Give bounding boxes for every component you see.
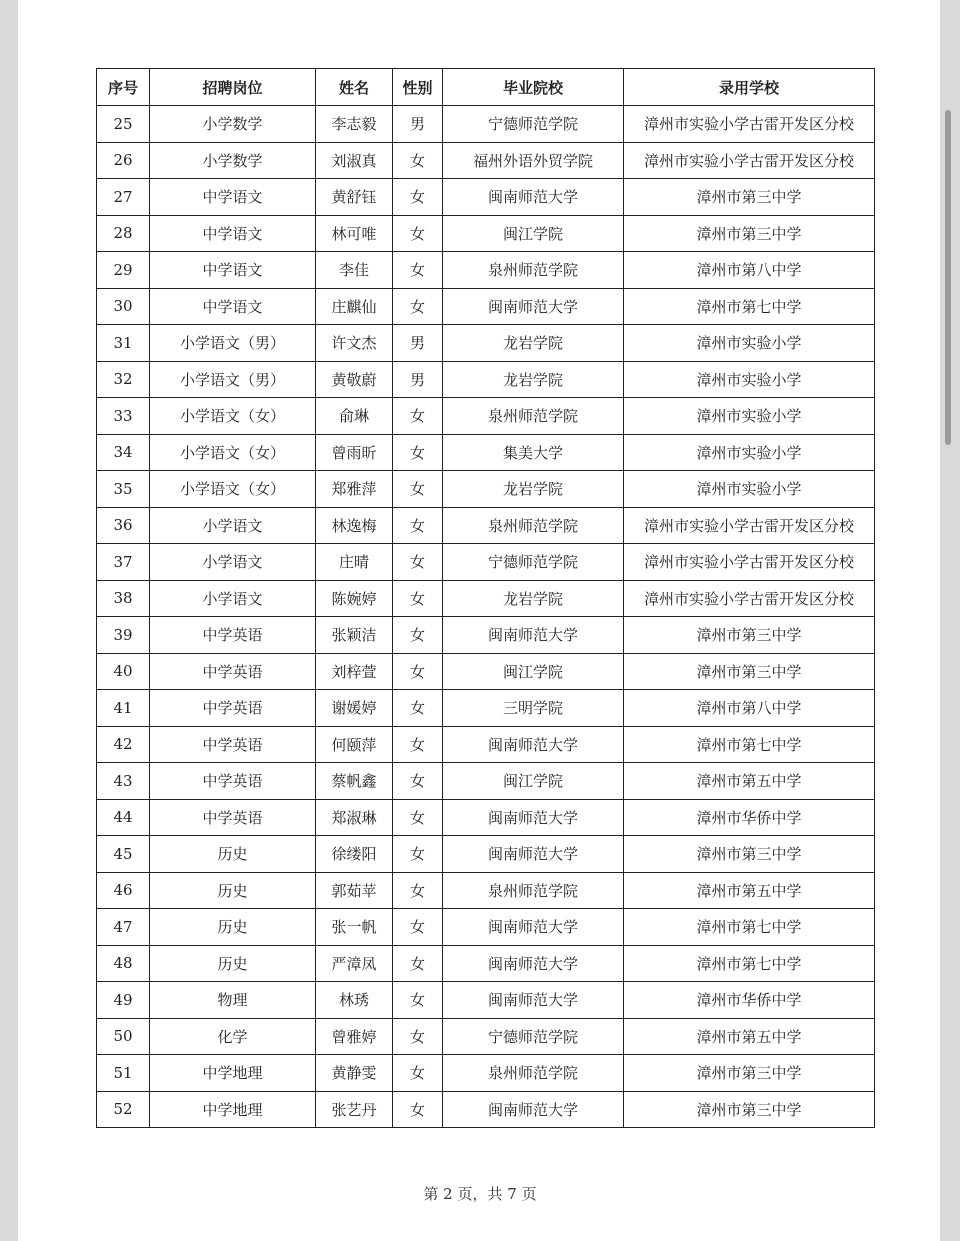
cell-name: 许文杰 bbox=[316, 325, 393, 362]
cell-graduate-school: 闽南师范大学 bbox=[443, 909, 624, 946]
cell-index: 36 bbox=[97, 507, 150, 544]
cell-graduate-school: 泉州师范学院 bbox=[443, 1055, 624, 1092]
cell-position: 小学数学 bbox=[150, 106, 316, 143]
cell-hiring-school: 漳州市第三中学 bbox=[624, 653, 875, 690]
header-name: 姓名 bbox=[316, 69, 393, 106]
cell-graduate-school: 宁德师范学院 bbox=[443, 106, 624, 143]
cell-gender: 女 bbox=[393, 1055, 443, 1092]
table-row bbox=[97, 507, 875, 544]
cell-hiring-school: 漳州市实验小学 bbox=[624, 398, 875, 435]
cell-position: 中学地理 bbox=[150, 1091, 316, 1128]
table-row bbox=[97, 1018, 875, 1055]
table-row bbox=[97, 763, 875, 800]
cell-gender: 女 bbox=[393, 1018, 443, 1055]
cell-index: 31 bbox=[97, 325, 150, 362]
cell-hiring-school: 漳州市第三中学 bbox=[624, 1055, 875, 1092]
table-row bbox=[97, 361, 875, 398]
cell-position: 中学英语 bbox=[150, 617, 316, 654]
cell-gender: 女 bbox=[393, 434, 443, 471]
cell-graduate-school: 闽南师范大学 bbox=[443, 617, 624, 654]
cell-name: 严漳凤 bbox=[316, 945, 393, 982]
cell-graduate-school: 福州外语外贸学院 bbox=[443, 142, 624, 179]
table-row bbox=[97, 872, 875, 909]
cell-gender: 男 bbox=[393, 361, 443, 398]
cell-name: 何颐萍 bbox=[316, 726, 393, 763]
table-row bbox=[97, 544, 875, 581]
cell-position: 中学语文 bbox=[150, 215, 316, 252]
cell-gender: 女 bbox=[393, 471, 443, 508]
cell-position: 历史 bbox=[150, 909, 316, 946]
page-number: 第 2 页，共 7 页 bbox=[423, 1185, 537, 1203]
cell-name: 李志毅 bbox=[316, 106, 393, 143]
table-row bbox=[97, 215, 875, 252]
cell-gender: 女 bbox=[393, 507, 443, 544]
cell-name: 蔡帆鑫 bbox=[316, 763, 393, 800]
cell-gender: 女 bbox=[393, 909, 443, 946]
cell-graduate-school: 泉州师范学院 bbox=[443, 872, 624, 909]
cell-graduate-school: 闽南师范大学 bbox=[443, 836, 624, 873]
header-position: 招聘岗位 bbox=[150, 69, 316, 106]
cell-index: 51 bbox=[97, 1055, 150, 1092]
table-row bbox=[97, 398, 875, 435]
cell-gender: 男 bbox=[393, 325, 443, 362]
header-index: 序号 bbox=[97, 69, 150, 106]
cell-name: 郭茹苹 bbox=[316, 872, 393, 909]
cell-name: 张艺丹 bbox=[316, 1091, 393, 1128]
cell-hiring-school: 漳州市第七中学 bbox=[624, 945, 875, 982]
cell-name: 谢媛婷 bbox=[316, 690, 393, 727]
cell-hiring-school: 漳州市第三中学 bbox=[624, 617, 875, 654]
cell-gender: 女 bbox=[393, 945, 443, 982]
table-row bbox=[97, 142, 875, 179]
cell-index: 41 bbox=[97, 690, 150, 727]
header-gender: 性别 bbox=[393, 69, 443, 106]
cell-graduate-school: 闽南师范大学 bbox=[443, 1091, 624, 1128]
cell-position: 小学语文（女） bbox=[150, 471, 316, 508]
cell-hiring-school: 漳州市第五中学 bbox=[624, 1018, 875, 1055]
table-row bbox=[97, 653, 875, 690]
cell-name: 庄麒仙 bbox=[316, 288, 393, 325]
table-row bbox=[97, 982, 875, 1019]
cell-gender: 女 bbox=[393, 763, 443, 800]
cell-position: 小学语文 bbox=[150, 544, 316, 581]
cell-index: 35 bbox=[97, 471, 150, 508]
cell-hiring-school: 漳州市华侨中学 bbox=[624, 982, 875, 1019]
cell-hiring-school: 漳州市实验小学古雷开发区分校 bbox=[624, 106, 875, 143]
table-row bbox=[97, 1055, 875, 1092]
cell-graduate-school: 闽南师范大学 bbox=[443, 799, 624, 836]
table-row bbox=[97, 836, 875, 873]
table-row bbox=[97, 325, 875, 362]
cell-index: 49 bbox=[97, 982, 150, 1019]
cell-name: 俞琳 bbox=[316, 398, 393, 435]
cell-hiring-school: 漳州市第八中学 bbox=[624, 252, 875, 289]
cell-graduate-school: 宁德师范学院 bbox=[443, 1018, 624, 1055]
cell-name: 曾雅婷 bbox=[316, 1018, 393, 1055]
cell-gender: 女 bbox=[393, 617, 443, 654]
cell-gender: 女 bbox=[393, 544, 443, 581]
cell-index: 27 bbox=[97, 179, 150, 216]
cell-name: 陈婉婷 bbox=[316, 580, 393, 617]
table-header-row bbox=[97, 69, 875, 106]
cell-graduate-school: 龙岩学院 bbox=[443, 361, 624, 398]
cell-hiring-school: 漳州市实验小学古雷开发区分校 bbox=[624, 580, 875, 617]
table-row bbox=[97, 252, 875, 289]
cell-hiring-school: 漳州市实验小学 bbox=[624, 325, 875, 362]
cell-graduate-school: 闽南师范大学 bbox=[443, 288, 624, 325]
table-row bbox=[97, 1091, 875, 1128]
cell-graduate-school: 闽江学院 bbox=[443, 653, 624, 690]
cell-hiring-school: 漳州市第五中学 bbox=[624, 763, 875, 800]
cell-hiring-school: 漳州市实验小学古雷开发区分校 bbox=[624, 507, 875, 544]
cell-index: 48 bbox=[97, 945, 150, 982]
cell-graduate-school: 三明学院 bbox=[443, 690, 624, 727]
cell-name: 张颖洁 bbox=[316, 617, 393, 654]
cell-position: 小学语文（男） bbox=[150, 361, 316, 398]
cell-hiring-school: 漳州市第七中学 bbox=[624, 288, 875, 325]
cell-position: 中学英语 bbox=[150, 653, 316, 690]
table-row bbox=[97, 726, 875, 763]
cell-index: 25 bbox=[97, 106, 150, 143]
cell-hiring-school: 漳州市实验小学 bbox=[624, 361, 875, 398]
table-row bbox=[97, 799, 875, 836]
cell-hiring-school: 漳州市第七中学 bbox=[624, 909, 875, 946]
cell-hiring-school: 漳州市实验小学 bbox=[624, 434, 875, 471]
cell-position: 历史 bbox=[150, 872, 316, 909]
cell-gender: 女 bbox=[393, 982, 443, 1019]
cell-graduate-school: 龙岩学院 bbox=[443, 580, 624, 617]
cell-gender: 女 bbox=[393, 799, 443, 836]
cell-index: 43 bbox=[97, 763, 150, 800]
cell-position: 物理 bbox=[150, 982, 316, 1019]
cell-position: 小学数学 bbox=[150, 142, 316, 179]
cell-gender: 男 bbox=[393, 106, 443, 143]
cell-graduate-school: 闽南师范大学 bbox=[443, 726, 624, 763]
table-row bbox=[97, 288, 875, 325]
vertical-scrollbar[interactable] bbox=[945, 110, 951, 445]
cell-graduate-school: 宁德师范学院 bbox=[443, 544, 624, 581]
cell-hiring-school: 漳州市实验小学古雷开发区分校 bbox=[624, 142, 875, 179]
cell-index: 44 bbox=[97, 799, 150, 836]
cell-position: 小学语文 bbox=[150, 580, 316, 617]
hiring-roster-table bbox=[96, 68, 875, 1128]
cell-index: 45 bbox=[97, 836, 150, 873]
cell-index: 52 bbox=[97, 1091, 150, 1128]
cell-hiring-school: 漳州市第八中学 bbox=[624, 690, 875, 727]
cell-name: 郑雅萍 bbox=[316, 471, 393, 508]
cell-position: 化学 bbox=[150, 1018, 316, 1055]
cell-position: 中学英语 bbox=[150, 799, 316, 836]
cell-index: 38 bbox=[97, 580, 150, 617]
cell-position: 中学英语 bbox=[150, 763, 316, 800]
cell-name: 张一帆 bbox=[316, 909, 393, 946]
table-row bbox=[97, 690, 875, 727]
cell-name: 黄静雯 bbox=[316, 1055, 393, 1092]
cell-name: 林逸梅 bbox=[316, 507, 393, 544]
cell-index: 42 bbox=[97, 726, 150, 763]
cell-position: 小学语文（女） bbox=[150, 398, 316, 435]
cell-position: 小学语文 bbox=[150, 507, 316, 544]
cell-gender: 女 bbox=[393, 215, 443, 252]
cell-name: 林可唯 bbox=[316, 215, 393, 252]
cell-graduate-school: 泉州师范学院 bbox=[443, 252, 624, 289]
cell-name: 李佳 bbox=[316, 252, 393, 289]
table-row bbox=[97, 909, 875, 946]
cell-graduate-school: 闽南师范大学 bbox=[443, 945, 624, 982]
cell-hiring-school: 漳州市第三中学 bbox=[624, 179, 875, 216]
table-body bbox=[97, 106, 875, 1128]
cell-index: 37 bbox=[97, 544, 150, 581]
cell-index: 33 bbox=[97, 398, 150, 435]
cell-gender: 女 bbox=[393, 398, 443, 435]
cell-index: 46 bbox=[97, 872, 150, 909]
cell-graduate-school: 闽江学院 bbox=[443, 763, 624, 800]
cell-index: 50 bbox=[97, 1018, 150, 1055]
cell-index: 28 bbox=[97, 215, 150, 252]
cell-position: 小学语文（男） bbox=[150, 325, 316, 362]
cell-index: 30 bbox=[97, 288, 150, 325]
cell-hiring-school: 漳州市第三中学 bbox=[624, 836, 875, 873]
cell-gender: 女 bbox=[393, 580, 443, 617]
cell-position: 小学语文（女） bbox=[150, 434, 316, 471]
cell-gender: 女 bbox=[393, 690, 443, 727]
cell-gender: 女 bbox=[393, 142, 443, 179]
header-graduate-school: 毕业院校 bbox=[443, 69, 624, 106]
cell-position: 中学英语 bbox=[150, 690, 316, 727]
cell-position: 中学地理 bbox=[150, 1055, 316, 1092]
cell-gender: 女 bbox=[393, 179, 443, 216]
cell-hiring-school: 漳州市华侨中学 bbox=[624, 799, 875, 836]
cell-graduate-school: 闽南师范大学 bbox=[443, 179, 624, 216]
cell-gender: 女 bbox=[393, 1091, 443, 1128]
cell-graduate-school: 闽江学院 bbox=[443, 215, 624, 252]
cell-index: 32 bbox=[97, 361, 150, 398]
cell-name: 刘梓萱 bbox=[316, 653, 393, 690]
cell-position: 中学语文 bbox=[150, 252, 316, 289]
cell-name: 黄敬蔚 bbox=[316, 361, 393, 398]
cell-index: 34 bbox=[97, 434, 150, 471]
cell-gender: 女 bbox=[393, 726, 443, 763]
cell-gender: 女 bbox=[393, 252, 443, 289]
cell-hiring-school: 漳州市实验小学 bbox=[624, 471, 875, 508]
table-row bbox=[97, 434, 875, 471]
cell-graduate-school: 泉州师范学院 bbox=[443, 398, 624, 435]
cell-hiring-school: 漳州市实验小学古雷开发区分校 bbox=[624, 544, 875, 581]
cell-position: 历史 bbox=[150, 945, 316, 982]
cell-gender: 女 bbox=[393, 872, 443, 909]
cell-graduate-school: 集美大学 bbox=[443, 434, 624, 471]
cell-position: 中学英语 bbox=[150, 726, 316, 763]
cell-index: 29 bbox=[97, 252, 150, 289]
cell-name: 黄舒钰 bbox=[316, 179, 393, 216]
cell-graduate-school: 泉州师范学院 bbox=[443, 507, 624, 544]
cell-name: 徐缕阳 bbox=[316, 836, 393, 873]
cell-graduate-school: 龙岩学院 bbox=[443, 471, 624, 508]
table-row bbox=[97, 617, 875, 654]
cell-hiring-school: 漳州市第三中学 bbox=[624, 215, 875, 252]
table-row bbox=[97, 106, 875, 143]
cell-hiring-school: 漳州市第五中学 bbox=[624, 872, 875, 909]
cell-name: 郑淑琳 bbox=[316, 799, 393, 836]
cell-hiring-school: 漳州市第三中学 bbox=[624, 1091, 875, 1128]
table-row bbox=[97, 945, 875, 982]
cell-index: 26 bbox=[97, 142, 150, 179]
cell-graduate-school: 闽南师范大学 bbox=[443, 982, 624, 1019]
cell-name: 刘淑真 bbox=[316, 142, 393, 179]
cell-index: 47 bbox=[97, 909, 150, 946]
cell-name: 林琇 bbox=[316, 982, 393, 1019]
cell-index: 39 bbox=[97, 617, 150, 654]
cell-gender: 女 bbox=[393, 288, 443, 325]
cell-position: 历史 bbox=[150, 836, 316, 873]
table-row bbox=[97, 471, 875, 508]
cell-name: 曾雨昕 bbox=[316, 434, 393, 471]
cell-gender: 女 bbox=[393, 653, 443, 690]
header-hiring-school: 录用学校 bbox=[624, 69, 875, 106]
cell-position: 中学语文 bbox=[150, 179, 316, 216]
cell-hiring-school: 漳州市第七中学 bbox=[624, 726, 875, 763]
cell-graduate-school: 龙岩学院 bbox=[443, 325, 624, 362]
cell-name: 庄晴 bbox=[316, 544, 393, 581]
table-row bbox=[97, 179, 875, 216]
cell-index: 40 bbox=[97, 653, 150, 690]
table-row bbox=[97, 580, 875, 617]
cell-gender: 女 bbox=[393, 836, 443, 873]
cell-position: 中学语文 bbox=[150, 288, 316, 325]
